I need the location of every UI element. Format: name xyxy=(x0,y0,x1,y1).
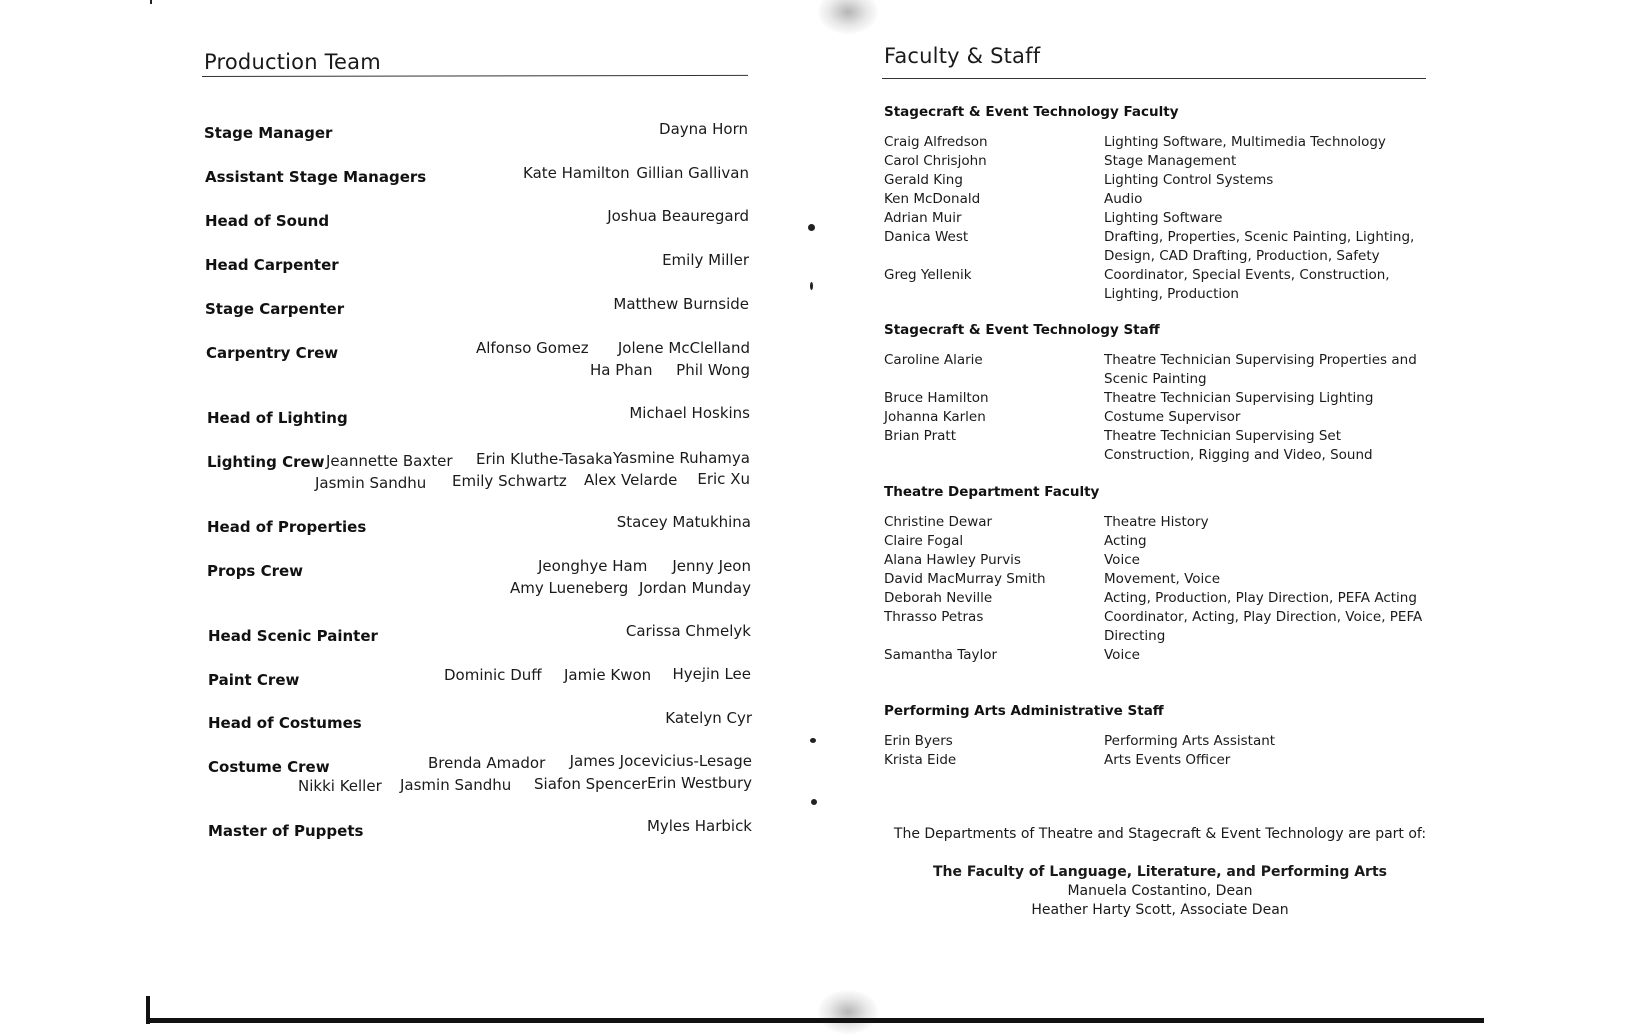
person-name: Emily Schwartz xyxy=(452,472,567,490)
member-name: Ken McDonald xyxy=(884,191,981,207)
group-stagecraft-faculty: Stagecraft & Event Technology Faculty xyxy=(884,104,1179,120)
member-name: Adrian Muir xyxy=(884,210,962,226)
member-name: Deborah Neville xyxy=(884,590,993,606)
person-name: Ha Phan xyxy=(590,361,653,379)
person-name: Hyejin Lee xyxy=(672,665,751,683)
person-name: Joshua Beauregard xyxy=(607,207,749,225)
member-role: Costume Supervisor xyxy=(1104,409,1241,425)
member-role: Lighting Software xyxy=(1104,210,1223,226)
person-name: Gillian Gallivan xyxy=(636,164,749,182)
member-name: Thrasso Petras xyxy=(884,609,984,625)
member-name: Christine Dewar xyxy=(884,514,993,530)
person-name: Nikki Keller xyxy=(298,777,382,795)
role-head-of-properties: Head of Properties xyxy=(207,518,367,536)
group-admin-staff: Performing Arts Administrative Staff xyxy=(884,703,1164,719)
page-left-edge xyxy=(146,996,150,1024)
member-role: Drafting, Properties, Scenic Painting, Lighting, Design, CAD Drafting, Production, Safety xyxy=(1104,229,1415,264)
footer-associate-dean: Heather Harty Scott, Associate Dean xyxy=(1031,902,1289,918)
member-name: Bruce Hamilton xyxy=(884,390,989,406)
role-assistant-stage-managers: Assistant Stage Managers xyxy=(205,168,427,186)
member-name: Alana Hawley Purvis xyxy=(884,552,1021,568)
member-name: Craig Alfredson xyxy=(884,134,988,150)
person-name: Carissa Chmelyk xyxy=(625,622,751,640)
person-name: Emily Miller xyxy=(662,251,749,269)
footer-intro: The Departments of Theatre and Stagecraft & Event Technology are part of: xyxy=(893,826,1427,842)
person-name: Stacey Matukhina xyxy=(616,513,751,531)
member-role: Voice xyxy=(1104,552,1140,568)
member-role: Coordinator, Acting, Play Direction, Voice, PEFA Directing xyxy=(1104,609,1423,644)
role-head-scenic-painter: Head Scenic Painter xyxy=(208,627,378,645)
scan-speck xyxy=(810,738,816,743)
role-stage-carpenter: Stage Carpenter xyxy=(205,300,345,318)
faculty-staff-title: Faculty & Staff xyxy=(884,44,1041,68)
group-stagecraft-staff: Stagecraft & Event Technology Staff xyxy=(884,322,1160,338)
page-bottom-edge xyxy=(148,1018,1484,1023)
person-name: Jeannette Baxter xyxy=(326,452,453,470)
scan-speck xyxy=(810,282,813,290)
person-name: Jamie Kwon xyxy=(564,666,652,684)
person-name: Amy Lueneberg xyxy=(510,579,629,597)
member-name: Greg Yellenik xyxy=(884,267,972,283)
role-paint-crew: Paint Crew xyxy=(208,671,300,689)
staple-shadow-bottom xyxy=(818,990,878,1034)
role-head-of-lighting: Head of Lighting xyxy=(207,409,348,427)
member-name: Carol Chrisjohn xyxy=(884,153,987,169)
staple-shadow-top xyxy=(818,0,878,34)
member-role: Acting xyxy=(1104,533,1147,549)
member-role: Movement, Voice xyxy=(1104,571,1221,587)
role-head-carpenter: Head Carpenter xyxy=(205,256,339,274)
person-name: Siafon Spencer xyxy=(534,775,648,793)
role-master-of-puppets: Master of Puppets xyxy=(208,822,364,840)
person-name: Jordan Munday xyxy=(638,579,751,597)
role-carpentry-crew: Carpentry Crew xyxy=(206,344,339,362)
member-role: Coordinator, Special Events, Construction, Lighting, Production xyxy=(1104,267,1390,302)
role-stage-manager: Stage Manager xyxy=(204,124,333,142)
faculty-staff-rule xyxy=(882,78,1426,79)
member-role: Audio xyxy=(1104,191,1143,207)
member-role: Voice xyxy=(1104,647,1140,663)
member-role: Stage Management xyxy=(1104,153,1237,169)
person-name: Yasmine Ruhamya xyxy=(612,449,750,467)
footer-faculty-name: The Faculty of Language, Literature, and Performing Arts xyxy=(932,864,1387,880)
person-name: Phil Wong xyxy=(676,361,750,379)
member-role: Acting, Production, Play Direction, PEFA Acting xyxy=(1104,590,1417,606)
member-role: Theatre Technician Supervising Properties and Scenic Painting xyxy=(1104,352,1417,387)
member-name: Johanna Karlen xyxy=(884,409,986,425)
member-role: Theatre Technician Supervising Lighting xyxy=(1104,390,1374,406)
person-name: Jolene McClelland xyxy=(617,339,750,357)
person-name: Jasmin Sandhu xyxy=(400,776,512,794)
person-name: Jasmin Sandhu xyxy=(315,474,427,492)
role-props-crew: Props Crew xyxy=(207,562,304,580)
person-name: Katelyn Cyr xyxy=(665,709,752,727)
person-name: Brenda Amador xyxy=(428,754,546,772)
person-name: James Jocevicius-Lesage xyxy=(569,752,752,770)
group-theatre-faculty: Theatre Department Faculty xyxy=(884,484,1100,500)
role-head-of-sound: Head of Sound xyxy=(205,212,330,230)
role-lighting-crew: Lighting Crew xyxy=(207,453,325,471)
footer-dean: Manuela Costantino, Dean xyxy=(1067,883,1253,899)
scan-speck xyxy=(808,224,815,231)
role-costume-crew: Costume Crew xyxy=(208,758,330,776)
member-role: Lighting Control Systems xyxy=(1104,172,1274,188)
person-name: Myles Harbick xyxy=(646,817,752,835)
member-name: Caroline Alarie xyxy=(884,352,983,368)
production-team-title: Production Team xyxy=(204,50,381,74)
person-name: Erin Kluthe-Tasaka xyxy=(476,450,613,468)
member-role: Theatre History xyxy=(1104,514,1209,530)
person-name: Matthew Burnside xyxy=(613,295,749,313)
member-name: Brian Pratt xyxy=(884,428,956,444)
person-name: Alfonso Gomez xyxy=(476,339,589,357)
scan-speck xyxy=(811,799,817,805)
member-role: Theatre Technician Supervising Set Construction, Rigging and Video, Sound xyxy=(1104,428,1373,463)
member-role: Performing Arts Assistant xyxy=(1104,733,1276,749)
person-name: Michael Hoskins xyxy=(629,404,750,422)
member-name: Danica West xyxy=(884,229,969,245)
member-name: Samantha Taylor xyxy=(884,647,998,663)
person-name: Jenny Jeon xyxy=(672,557,751,575)
member-name: Gerald King xyxy=(884,172,963,188)
member-name: Claire Fogal xyxy=(884,533,964,549)
role-head-of-costumes: Head of Costumes xyxy=(208,714,362,732)
person-name: Kate Hamilton xyxy=(523,164,630,182)
person-name: Erin Westbury xyxy=(646,774,752,792)
person-name: Alex Velarde xyxy=(584,471,678,489)
member-role: Arts Events Officer xyxy=(1104,752,1231,768)
person-name: Jeonghye Ham xyxy=(538,557,648,575)
member-role: Lighting Software, Multimedia Technology xyxy=(1104,134,1386,150)
person-name: Dayna Horn xyxy=(659,120,748,138)
person-name: Dominic Duff xyxy=(444,666,542,684)
member-name: Krista Eide xyxy=(884,752,957,768)
person-name: Eric Xu xyxy=(697,470,750,488)
member-name: Erin Byers xyxy=(884,733,953,749)
production-team-rule xyxy=(202,75,748,77)
scan-corner-mark xyxy=(150,0,152,4)
member-name: David MacMurray Smith xyxy=(884,571,1046,587)
